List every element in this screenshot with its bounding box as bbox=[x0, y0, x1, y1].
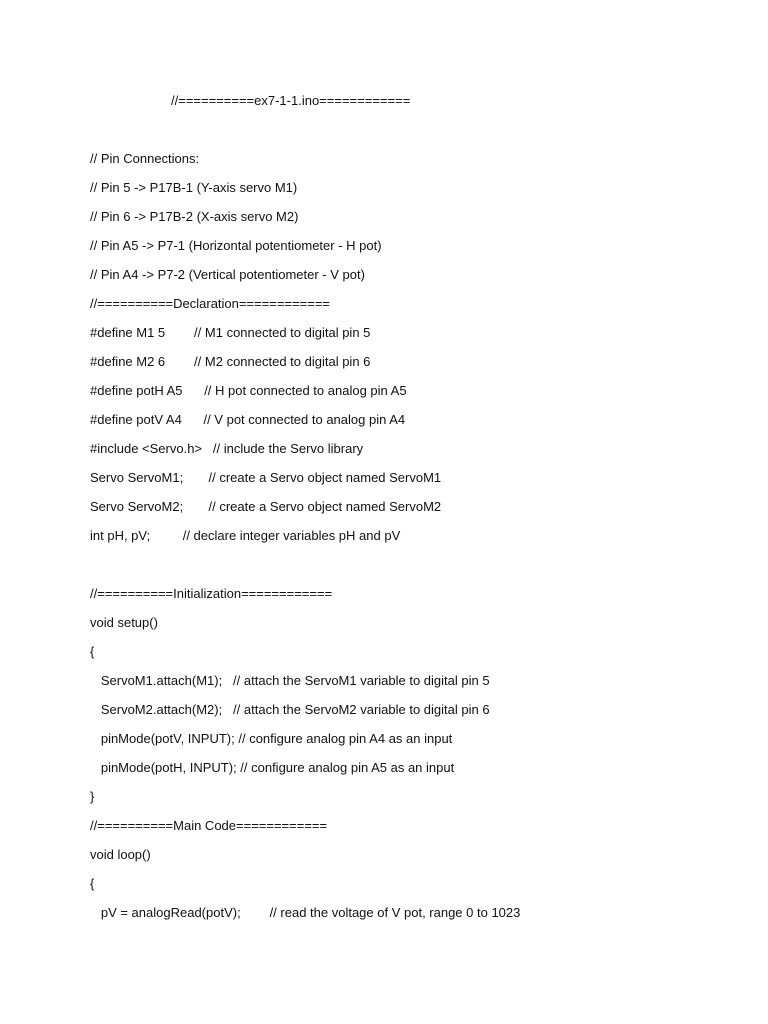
code-line: void setup() bbox=[90, 615, 158, 630]
code-line: int pH, pV; // declare integer variables pH and pV bbox=[90, 528, 401, 543]
code-line: #define M2 6 // M2 connected to digital pin 6 bbox=[90, 354, 371, 369]
code-line: // Pin Connections: bbox=[90, 151, 200, 166]
code-line: pV = analogRead(potV); // read the voltage of V pot, range 0 to 1023 bbox=[90, 905, 521, 920]
code-listing bbox=[90, 151, 520, 934]
code-line: { bbox=[90, 644, 95, 659]
code-line: #define potH A5 // H pot connected to analog pin A5 bbox=[90, 383, 407, 398]
code-line: // Pin 5 -> P17B-1 (Y-axis servo M1) bbox=[90, 180, 298, 195]
code-line: { bbox=[90, 876, 95, 891]
code-line: #include <Servo.h> // include the Servo library bbox=[90, 441, 364, 456]
code-line: //==========Initialization============ bbox=[90, 586, 333, 601]
code-line: pinMode(potV, INPUT); // configure analog pin A4 as an input bbox=[90, 731, 453, 746]
code-line: #define M1 5 // M1 connected to digital pin 5 bbox=[90, 325, 371, 340]
code-line: // Pin A5 -> P7-1 (Horizontal potentiometer - H pot) bbox=[90, 238, 382, 253]
code-line: //==========Main Code============ bbox=[90, 818, 328, 833]
blank-line bbox=[90, 557, 520, 586]
code-line: #define potV A4 // V pot connected to analog pin A4 bbox=[90, 412, 406, 427]
code-line: // Pin 6 -> P17B-2 (X-axis servo M2) bbox=[90, 209, 299, 224]
code-line: pinMode(potH, INPUT); // configure analog pin A5 as an input bbox=[90, 760, 455, 775]
code-line: ServoM1.attach(M1); // attach the ServoM1 variable to digital pin 5 bbox=[90, 673, 490, 688]
code-line: void loop() bbox=[90, 847, 151, 862]
code-line: Servo ServoM1; // create a Servo object named ServoM1 bbox=[90, 470, 442, 485]
code-line: } bbox=[90, 789, 95, 804]
code-line: // Pin A4 -> P7-2 (Vertical potentiometer - V pot) bbox=[90, 267, 365, 282]
code-line: //==========Declaration============ bbox=[90, 296, 330, 311]
file-title: //==========ex7-1-1.ino============ bbox=[171, 93, 411, 108]
code-line: Servo ServoM2; // create a Servo object named ServoM2 bbox=[90, 499, 442, 514]
code-line: ServoM2.attach(M2); // attach the ServoM2 variable to digital pin 6 bbox=[90, 702, 490, 717]
